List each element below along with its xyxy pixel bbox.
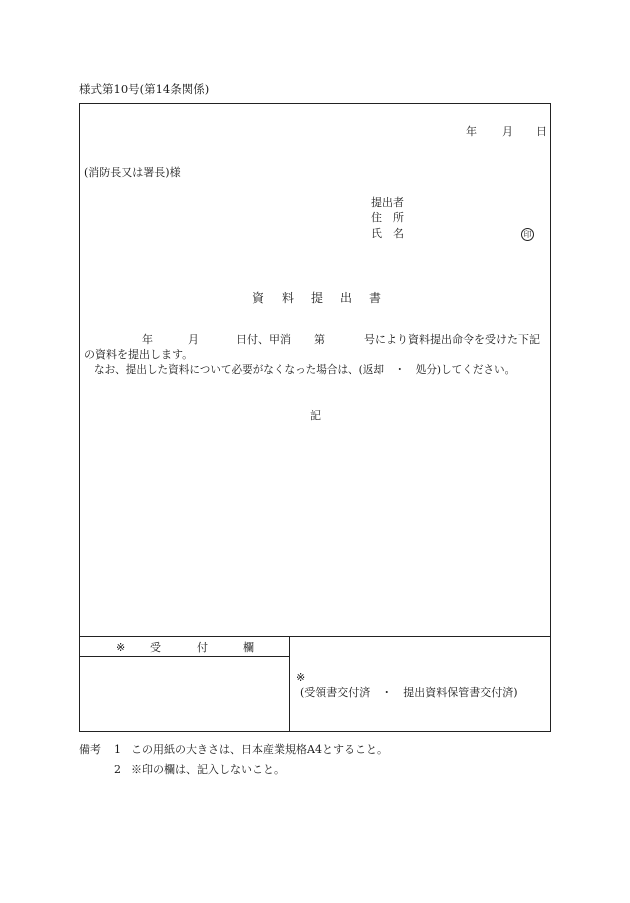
- title-char: 料: [282, 291, 295, 305]
- date-month-label: 月: [502, 125, 513, 138]
- reception-header-char: 受: [150, 641, 161, 654]
- reception-header-divider: [79, 656, 289, 657]
- note-item-text: ※印の欄は、記入しないこと。: [131, 763, 285, 776]
- reception-top-divider: [79, 636, 551, 637]
- body-order-text: 号により資料提出命令を受けた下記: [364, 333, 540, 346]
- reception-header-char: 欄: [243, 641, 254, 654]
- body-line-2: の資料を提出します。: [84, 348, 194, 361]
- body-year-label: 年: [142, 333, 153, 346]
- reception-header-char: 付: [197, 641, 208, 654]
- seal-mark: 印: [521, 228, 534, 241]
- date-day-label: 日: [536, 125, 547, 138]
- body-number-prefix: 第: [314, 333, 325, 346]
- addressee: (消防長又は署長)様: [84, 166, 181, 179]
- title-char: 提: [311, 291, 324, 305]
- submitter-heading: 提出者: [371, 196, 404, 209]
- body-date-issuer: 日付、甲消: [236, 333, 291, 346]
- note-item-text: この用紙の大きさは、日本産業規格A4とすること。: [131, 743, 388, 756]
- reception-note-text: (受領書交付済 ・ 提出資料保管書交付済): [300, 686, 518, 699]
- ki-heading: 記: [310, 409, 321, 422]
- form-number: 様式第10号(第14条関係): [79, 82, 210, 96]
- notes-label: 備考: [79, 743, 101, 756]
- reception-vertical-divider: [289, 636, 290, 732]
- document-title: [0, 289, 630, 305]
- date-year-label: 年: [466, 125, 477, 138]
- submitter-address-label: 住 所: [371, 211, 404, 224]
- reception-note-mark: ※: [296, 671, 306, 684]
- title-char: 書: [369, 291, 382, 305]
- title-char: 出: [340, 291, 353, 305]
- reception-header-char: ※: [116, 641, 126, 654]
- submitter-name-label: 氏 名: [371, 227, 404, 240]
- note-item-number: 1: [114, 743, 121, 756]
- title-char: 資: [252, 291, 265, 305]
- body-month-label: 月: [188, 333, 199, 346]
- body-line-3: なお、提出した資料について必要がなくなった場合は、(返却 ・ 処分)してください。: [94, 364, 516, 376]
- note-item-number: 2: [114, 763, 121, 776]
